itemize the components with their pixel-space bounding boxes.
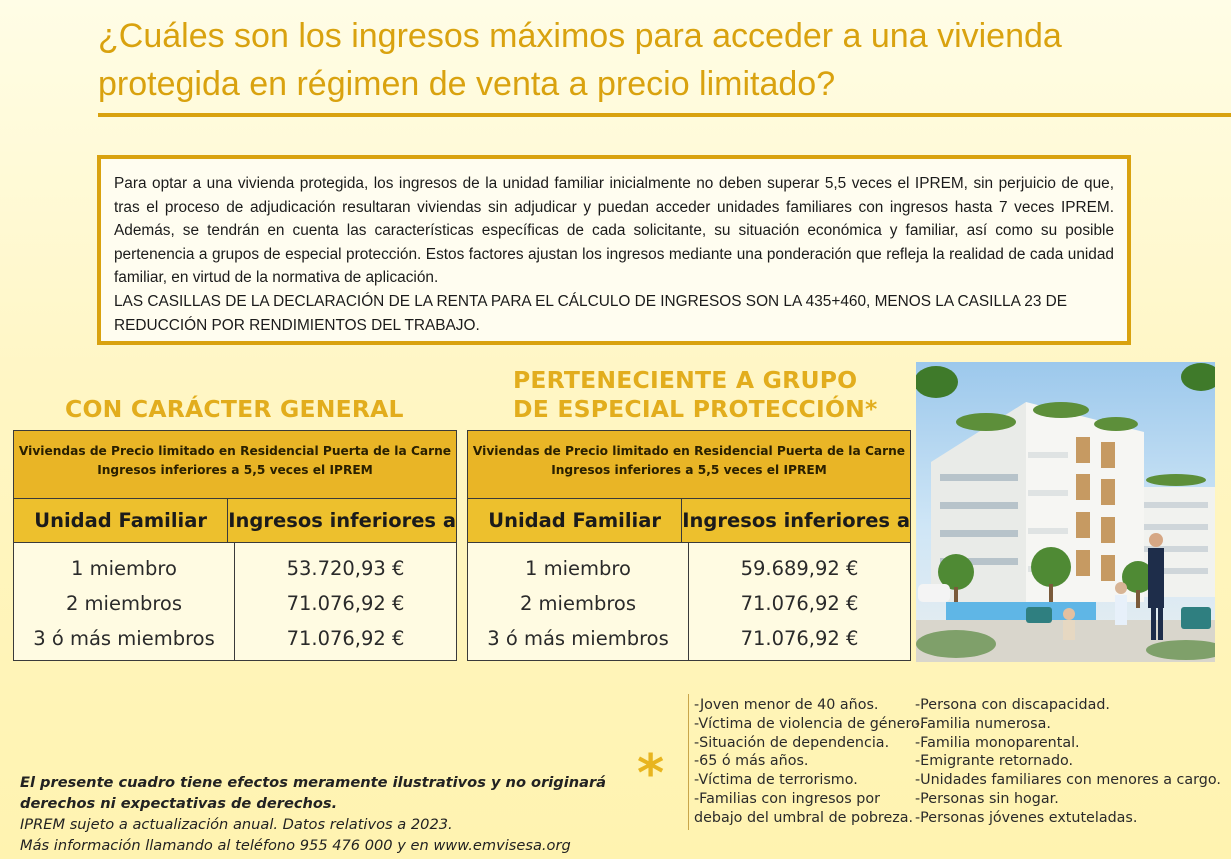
income-cell: 71.076,92 € <box>286 592 405 615</box>
list-item: -Personas jóvenes extuteladas. <box>915 809 1138 826</box>
list-item: debajo del umbral de pobreza. <box>694 809 914 826</box>
intro-paragraph: Para optar a una vivienda protegida, los ingresos de la unidad familiar inicialmente no deben superar 5,5 veces el IPREM, sin perjuicio de que, tras el proceso de adjudicación resultaran viviendas sin adjudicar y puedan acceder unidades familiares con ingresos hasta 7 veces IPREM. Además, se tendrán en cuenta las características específicas de cada solicitante, su situación económica y familiar, así como su posible pertenencia a grupos de especial protección. Estos factores ajustan los ingresos mediante una ponderación que refleja la realidad de cada unidad familiar, en virtud de la normativa de aplicación. <box>114 175 1114 287</box>
unit-column <box>14 543 235 660</box>
column-header-unit: Unidad Familiar <box>468 499 682 542</box>
list-item: -Unidades familiares con menores a cargo. <box>915 772 1221 789</box>
table-header-row <box>14 499 456 543</box>
table-caption-line2: Ingresos inferiores a 5,5 veces el IPREM <box>551 463 827 477</box>
list-item: -Familia numerosa. <box>915 715 1051 732</box>
list-item: -Víctima de violencia de género. <box>694 715 925 732</box>
table-caption <box>468 431 910 499</box>
table-caption-line2: Ingresos inferiores a 5,5 veces el IPREM <box>97 463 373 477</box>
list-item: -Familias con ingresos por <box>694 790 880 807</box>
unit-cell: 2 miembros <box>519 592 637 615</box>
table-header-row <box>468 499 910 543</box>
list-divider <box>688 694 689 830</box>
special-heading <box>513 366 877 424</box>
list-item: -Personas sin hogar. <box>915 790 1059 807</box>
unit-cell: 3 ó más miembros <box>33 627 215 650</box>
table-caption-line1: Viviendas de Precio limitado en Residencial Puerta de la Carne <box>472 444 906 458</box>
special-income-table <box>467 430 911 661</box>
table-body <box>468 543 910 660</box>
list-item: -Joven menor de 40 años. <box>694 697 879 713</box>
intro-box <box>97 155 1131 345</box>
column-header-unit: Unidad Familiar <box>14 499 228 542</box>
column-header-income: Ingresos inferiores a <box>228 509 456 532</box>
income-cell: 71.076,92 € <box>740 592 859 615</box>
groups-list-right <box>915 696 1221 828</box>
list-item: -Víctima de terrorismo. <box>694 772 858 789</box>
general-heading: CON CARÁCTER GENERAL <box>65 395 404 423</box>
list-item: -Emigrante retornado. <box>915 753 1074 770</box>
special-heading-line2: DE ESPECIAL PROTECCIÓN* <box>513 395 878 423</box>
list-item: -Situación de dependencia. <box>694 734 890 751</box>
income-cell: 59.689,92 € <box>740 557 859 580</box>
unit-cell: 2 miembros <box>65 592 183 615</box>
residential-building-illustration <box>916 362 1215 662</box>
intro-tax-note: LAS CASILLAS DE LA DECLARACIÓN DE LA RENTA PARA EL CÁLCULO DE INGRESOS SON LA 435+460, MENOS LA CASILLA 23 DE REDUCCIÓN POR RENDIMIENTOS DEL TRABAJO. <box>114 292 1068 334</box>
table-caption-line1: Viviendas de Precio limitado en Residencial Puerta de la Carne <box>18 444 452 458</box>
iprem-note: IPREM sujeto a actualización anual. Datos relativos a 2023. <box>20 816 453 833</box>
column-header-income: Ingresos inferiores a <box>682 509 910 532</box>
list-item: -Familia monoparental. <box>915 734 1080 751</box>
unit-column <box>468 543 689 660</box>
income-cell: 71.076,92 € <box>286 627 405 650</box>
disclaimer: El presente cuadro tiene efectos meramente ilustrativos y no originará derechos ni expectativas de derechos. <box>20 774 607 812</box>
contact-info: Más información llamando al teléfono 955 476 000 y en www.emvisesa.org <box>20 837 571 854</box>
special-heading-line1: PERTENECIENTE A GRUPO <box>513 366 858 394</box>
list-item: -65 ó más años. <box>694 753 809 770</box>
building-scene <box>916 362 1215 662</box>
income-column <box>689 543 910 660</box>
table-body <box>14 543 456 660</box>
footer-notes <box>20 772 630 856</box>
unit-cell: 1 miembro <box>71 557 177 580</box>
unit-cell: 1 miembro <box>525 557 631 580</box>
income-cell: 71.076,92 € <box>740 627 859 650</box>
list-item: -Persona con discapacidad. <box>915 697 1110 713</box>
groups-list-left <box>694 696 924 828</box>
table-caption <box>14 431 456 499</box>
general-income-table <box>13 430 457 661</box>
title-divider <box>98 113 1231 117</box>
unit-cell: 3 ó más miembros <box>487 627 669 650</box>
income-cell: 53.720,93 € <box>286 557 405 580</box>
income-column <box>235 543 456 660</box>
asterisk-mark: * <box>637 744 665 804</box>
page-title: ¿Cuáles son los ingresos máximos para acceder a una vivienda protegida en régimen de venta a precio limitado? <box>98 17 1062 103</box>
